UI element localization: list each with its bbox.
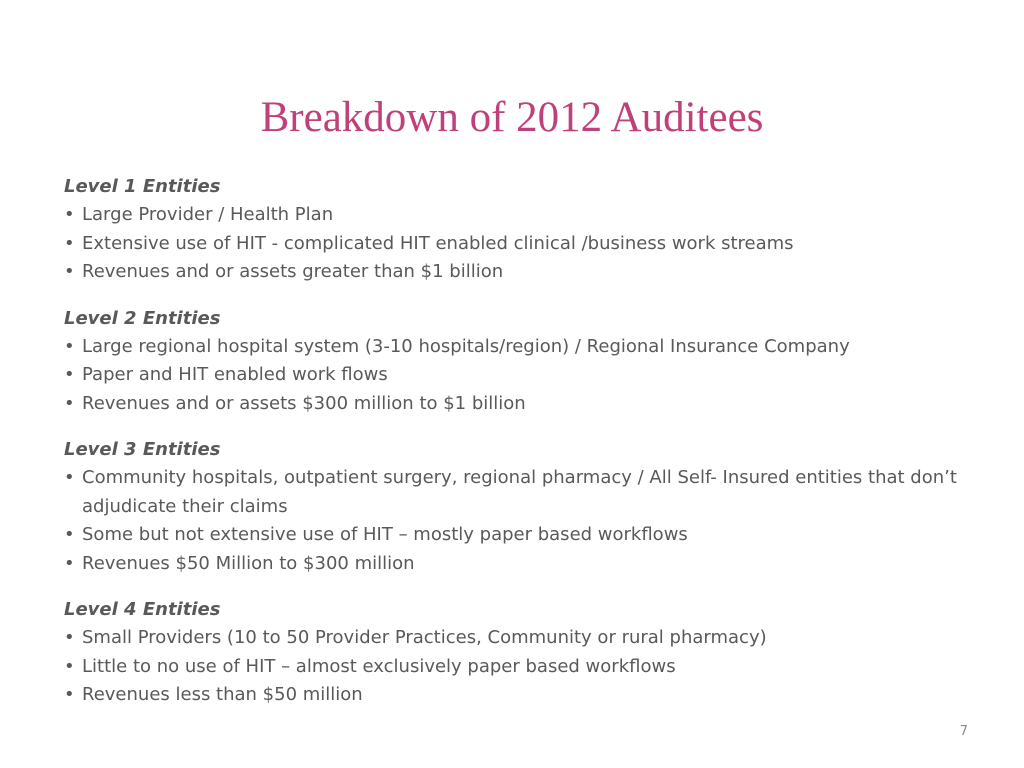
- slide-body: [64, 172, 984, 727]
- level-4-section: [64, 595, 984, 710]
- bullet-item: • Revenues and or assets $300 million to $1 billion: [64, 390, 984, 419]
- level-heading: Level 1 Entities: [64, 176, 221, 197]
- level-2-section: [64, 304, 984, 419]
- bullet-item: • Some but not extensive use of HIT – mostly paper based workflows: [64, 521, 984, 550]
- bullet-item: • Revenues and or assets greater than $1 billion: [64, 258, 984, 287]
- bullet-list: [64, 201, 984, 287]
- bullet-item: • Paper and HIT enabled work flows: [64, 361, 984, 390]
- bullet-item: • Extensive use of HIT - complicated HIT enabled clinical /business work streams: [64, 230, 984, 259]
- level-3-section: [64, 435, 984, 578]
- bullet-list: [64, 464, 984, 578]
- level-heading: Level 2 Entities: [64, 307, 221, 329]
- bullet-item: • Little to no use of HIT – almost exclusively paper based workflows: [64, 653, 984, 682]
- bullet-item: • Revenues $50 Million to $300 million: [64, 550, 984, 579]
- bullet-list: [64, 624, 984, 710]
- bullet-item: • Small Providers (10 to 50 Provider Practices, Community or rural pharmacy): [64, 624, 984, 653]
- level-heading: Level 3 Entities: [64, 439, 221, 460]
- bullet-item: • Revenues less than $50 million: [64, 681, 984, 710]
- bullet-item: • Large regional hospital system (3-10 hospitals/region) / Regional Insurance Company: [64, 333, 984, 362]
- level-1-section: [64, 172, 984, 287]
- page-number: 7: [959, 724, 968, 739]
- bullet-item: • Large Provider / Health Plan: [64, 201, 984, 230]
- bullet-item: • Community hospitals, outpatient surgery, regional pharmacy / All Self- Insured entities that don’t adjudicate their claims: [64, 464, 984, 521]
- level-heading: Level 4 Entities: [64, 599, 221, 620]
- slide-title: Breakdown of 2012 Auditees: [260, 94, 764, 141]
- bullet-list: [64, 333, 984, 419]
